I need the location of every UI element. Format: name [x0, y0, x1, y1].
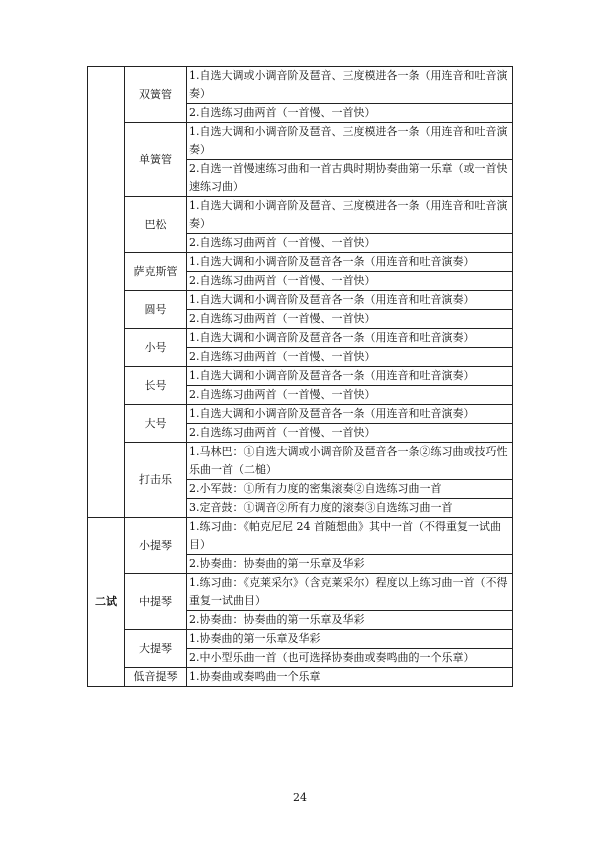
- requirement-item: 2.自选练习曲两首（一首慢、一首快）: [187, 424, 513, 443]
- requirement-item: 1.练习曲：《克莱采尔》（含克莱采尔）程度以上练习曲一首（不得重复一试曲目）: [187, 574, 513, 611]
- requirement-item: 1.练习曲：《帕克尼尼 24 首随想曲》其中一首（不得重复一试曲目）: [187, 518, 513, 555]
- instrument-name: 圆号: [125, 291, 187, 329]
- requirement-item: 2.中小型乐曲一首（也可选择协奏曲或奏鸣曲的一个乐章）: [187, 649, 513, 668]
- requirement-item: 2.小军鼓：①所有力度的密集滚奏②自选练习曲一首: [187, 480, 513, 499]
- requirement-item: 1.协奏曲的第一乐章及华彩: [187, 630, 513, 649]
- table-row: [88, 291, 513, 310]
- requirement-item: 2.自选练习曲两首（一首慢、一首快）: [187, 104, 513, 123]
- table-row: [88, 630, 513, 649]
- page-number: 24: [293, 791, 307, 804]
- requirement-item: 1.自选大调和小调音阶及琶音、三度模进各一条（用连音和吐音演奏）: [187, 197, 513, 234]
- requirement-item: 2.协奏曲：协奏曲的第一乐章及华彩: [187, 555, 513, 574]
- requirement-item: 1.自选大调或小调音阶及琶音、三度模进各一条（用连音和吐音演奏）: [187, 67, 513, 104]
- instrument-name: 大提琴: [125, 630, 187, 668]
- requirement-item: 1.自选大调和小调音阶及琶音各一条（用连音和吐音演奏）: [187, 329, 513, 348]
- instrument-name: 大号: [125, 405, 187, 443]
- requirement-item: 1.马林巴：①自选大调或小调音阶及琶音各一条②练习曲或技巧性乐曲一首（二槌）: [187, 443, 513, 480]
- table-row: [88, 518, 513, 555]
- instrument-name: 长号: [125, 367, 187, 405]
- instrument-name: 打击乐: [125, 443, 187, 518]
- requirement-item: 2.自选练习曲两首（一首慢、一首快）: [187, 386, 513, 405]
- instrument-name: 小提琴: [125, 518, 187, 574]
- table-row: [88, 367, 513, 386]
- exam-requirements-table: [87, 66, 513, 687]
- requirement-item: 1.自选大调和小调音阶及琶音各一条（用连音和吐音演奏）: [187, 405, 513, 424]
- table-row: [88, 197, 513, 234]
- table-row: [88, 574, 513, 611]
- requirement-item: 3.定音鼓：①调音②所有力度的滚奏③自选练习曲一首: [187, 499, 513, 518]
- instrument-name: 单簧管: [125, 123, 187, 197]
- instrument-name: 巴松: [125, 197, 187, 253]
- requirement-item: 2.自选练习曲两首（一首慢、一首快）: [187, 234, 513, 253]
- requirement-item: 1.自选大调和小调音阶及琶音各一条（用连音和吐音演奏）: [187, 253, 513, 272]
- table-row: [88, 329, 513, 348]
- requirement-item: 1.自选大调和小调音阶及琶音各一条（用连音和吐音演奏）: [187, 367, 513, 386]
- requirement-item: 1.自选大调和小调音阶及琶音各一条（用连音和吐音演奏）: [187, 291, 513, 310]
- table-row: [88, 668, 513, 687]
- requirement-item: 2.协奏曲：协奏曲的第一乐章及华彩: [187, 611, 513, 630]
- round-label: 二试: [88, 518, 125, 687]
- requirement-item: 2.自选练习曲两首（一首慢、一首快）: [187, 348, 513, 367]
- table-row: [88, 443, 513, 480]
- requirement-item: 1.自选大调和小调音阶及琶音、三度模进各一条（用连音和吐音演奏）: [187, 123, 513, 160]
- requirement-item: 2.自选一首慢速练习曲和一首古典时期协奏曲第一乐章（或一首快速练习曲）: [187, 160, 513, 197]
- table-row: [88, 123, 513, 160]
- table-row: [88, 405, 513, 424]
- requirement-item: 2.自选练习曲两首（一首慢、一首快）: [187, 272, 513, 291]
- requirement-item: 2.自选练习曲两首（一首慢、一首快）: [187, 310, 513, 329]
- table-row: [88, 253, 513, 272]
- round-label: [88, 67, 125, 518]
- instrument-name: 萨克斯管: [125, 253, 187, 291]
- instrument-name: 中提琴: [125, 574, 187, 630]
- instrument-name: 小号: [125, 329, 187, 367]
- instrument-name: 双簧管: [125, 67, 187, 123]
- table-row: [88, 67, 513, 104]
- instrument-name: 低音提琴: [125, 668, 187, 687]
- requirement-item: 1.协奏曲或奏鸣曲一个乐章: [187, 668, 513, 687]
